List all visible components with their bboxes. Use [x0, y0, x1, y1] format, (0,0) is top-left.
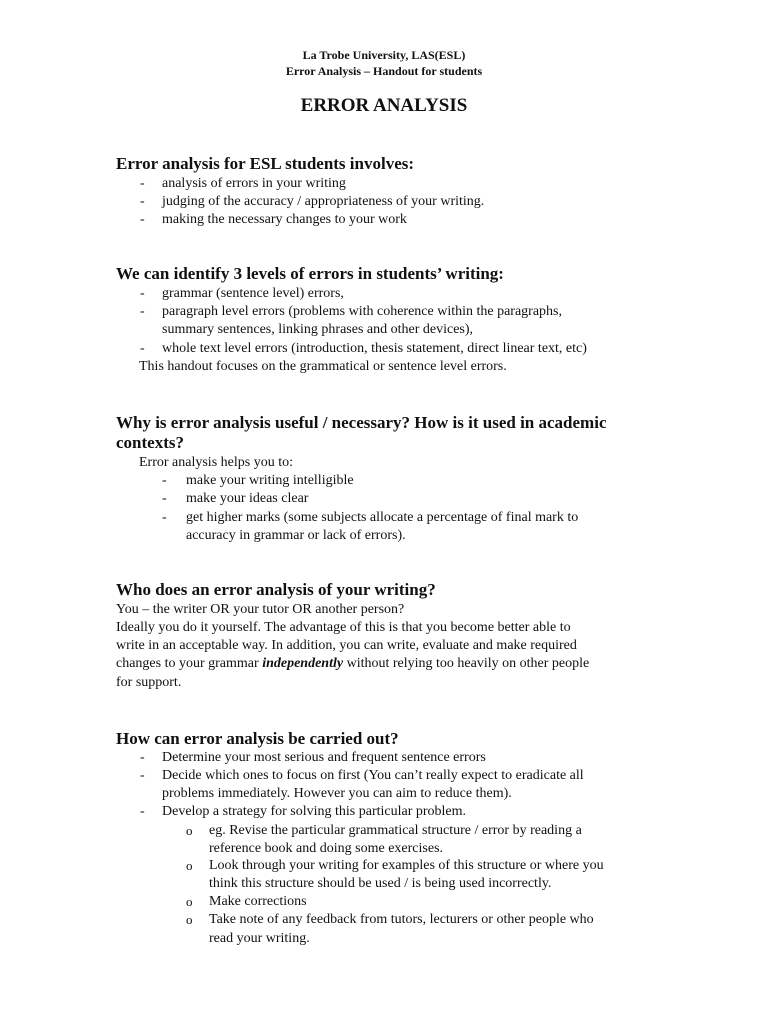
paragraph-line: Ideally you do it yourself. The advantage of this is that you become better able to — [116, 620, 571, 635]
list-item: make your ideas clear — [186, 491, 309, 506]
bullet-dash: - — [140, 212, 145, 227]
sub-list-item-continuation: reference book and doing some exercises. — [209, 841, 444, 856]
text-run: changes to your grammar — [116, 656, 263, 671]
sub-list-item: eg. Revise the particular grammatical structure / error by reading a — [209, 823, 582, 838]
section1-heading: Error analysis for ESL students involves: — [116, 154, 415, 173]
emphasis-independently: independently — [262, 656, 344, 671]
list-item: Decide which ones to focus on first (You can’t really expect to eradicate all — [162, 768, 584, 783]
sub-list-item: Make corrections — [209, 894, 307, 909]
list-item: judging of the accuracy / appropriateness of your writing. — [162, 194, 485, 209]
bullet-circle: o — [186, 912, 193, 927]
page-title: ERROR ANALYSIS — [300, 95, 468, 116]
list-item: Develop a strategy for solving this particular problem. — [162, 804, 467, 819]
section3-heading-line2: contexts? — [116, 433, 184, 452]
bullet-dash: - — [140, 750, 145, 765]
bullet-circle: o — [186, 823, 193, 838]
bullet-dash: - — [162, 473, 167, 488]
bullet-dash: - — [140, 304, 145, 319]
section3-heading-line1: Why is error analysis useful / necessary? How is it used in academic — [116, 413, 607, 432]
bullet-dash: - — [162, 491, 167, 506]
bullet-dash: - — [140, 176, 145, 191]
section3-intro: Error analysis helps you to: — [139, 455, 293, 470]
paragraph-line: write in an acceptable way. In addition, you can write, evaluate and make required — [116, 638, 577, 653]
section2-note: This handout focuses on the grammatical or sentence level errors. — [139, 359, 507, 374]
sub-list-item-continuation: read your writing. — [209, 931, 310, 946]
list-item: paragraph level errors (problems with coherence within the paragraphs, — [162, 304, 563, 319]
text-run: without relying too heavily on other people — [343, 656, 590, 671]
list-item-continuation: accuracy in grammar or lack of errors). — [186, 528, 406, 543]
section5-heading: How can error analysis be carried out? — [116, 729, 399, 748]
list-item-continuation: summary sentences, linking phrases and other devices), — [162, 322, 474, 337]
paragraph-line: for support. — [116, 675, 182, 690]
paragraph-line — [116, 655, 589, 673]
list-item: whole text level errors (introduction, thesis statement, direct linear text, etc) — [162, 341, 587, 356]
list-item-continuation: problems immediately. However you can aim to reduce them). — [162, 786, 512, 801]
sub-list-item: Look through your writing for examples of this structure or where you — [209, 858, 604, 873]
header-subtitle: Error Analysis – Handout for students — [285, 64, 483, 78]
bullet-circle: o — [186, 858, 193, 873]
bullet-dash: - — [140, 768, 145, 783]
bullet-dash: - — [140, 286, 145, 301]
header-institution: La Trobe University, LAS(ESL) — [302, 48, 466, 62]
section2-heading: We can identify 3 levels of errors in students’ writing: — [116, 264, 504, 283]
list-item: make your writing intelligible — [186, 473, 354, 488]
list-item: Determine your most serious and frequent sentence errors — [162, 750, 486, 765]
bullet-dash: - — [162, 510, 167, 525]
bullet-circle: o — [186, 894, 193, 909]
section4-heading: Who does an error analysis of your writing? — [116, 580, 436, 599]
list-item: grammar (sentence level) errors, — [162, 286, 344, 301]
list-item: analysis of errors in your writing — [162, 176, 346, 191]
sub-list-item: Take note of any feedback from tutors, lecturers or other people who — [209, 912, 594, 927]
list-item: get higher marks (some subjects allocate a percentage of final mark to — [186, 510, 579, 525]
list-item: making the necessary changes to your work — [162, 212, 407, 227]
bullet-dash: - — [140, 804, 145, 819]
bullet-dash: - — [140, 194, 145, 209]
bullet-dash: - — [140, 341, 145, 356]
paragraph-line: You – the writer OR your tutor OR another person? — [116, 602, 405, 617]
sub-list-item-continuation: think this structure should be used / is being used incorrectly. — [209, 876, 552, 891]
